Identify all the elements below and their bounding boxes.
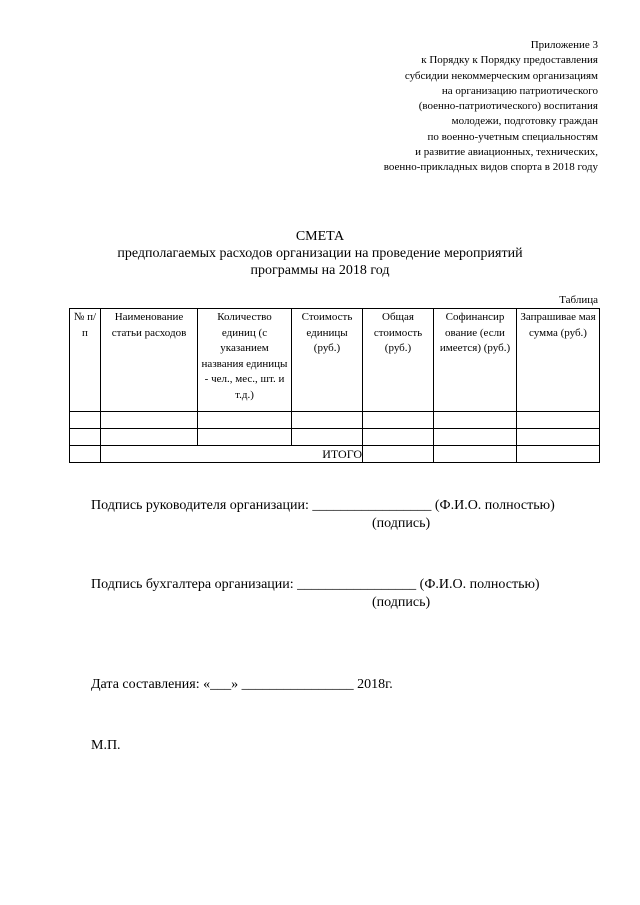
title-year-line: программы на 2018 год bbox=[250, 263, 390, 278]
table-row bbox=[70, 412, 600, 429]
appendix-line: молодежи, подготовку граждан bbox=[451, 115, 598, 128]
table-cell[interactable] bbox=[198, 429, 292, 446]
date-line[interactable]: Дата составления: «___» ________________ 2018г. bbox=[91, 677, 393, 692]
table-cell[interactable] bbox=[292, 429, 363, 446]
appendix-line: к Порядку к Порядку предоставления bbox=[421, 54, 598, 67]
table-header-row bbox=[70, 309, 600, 412]
appendix-line: на организацию патриотического bbox=[441, 84, 598, 97]
appendix-line: и развитие авиационных, технических, bbox=[415, 146, 598, 159]
document-title bbox=[0, 228, 640, 279]
head-signature-caption: (подпись) bbox=[372, 516, 431, 531]
appendix-line: военно-прикладных видов спорта в 2018 году bbox=[383, 161, 598, 174]
table-cell[interactable] bbox=[101, 412, 198, 429]
header-cell-total-cost: Общая стоимость (руб.) bbox=[363, 309, 434, 412]
total-cell[interactable] bbox=[434, 446, 517, 463]
table-label: Таблица bbox=[559, 294, 598, 306]
table-cell bbox=[70, 446, 101, 463]
appendix-line: по военно-учетным специальностям bbox=[427, 130, 598, 143]
head-signature-line[interactable]: Подпись руководителя организации: _________________ (Ф.И.О. полностью) bbox=[91, 498, 555, 513]
title-subtitle: предполагаемых расходов организации на проведение мероприятий bbox=[117, 246, 523, 261]
table-row bbox=[70, 429, 600, 446]
appendix-line: субсидии некоммерческим организациям bbox=[404, 69, 598, 82]
appendix-header bbox=[384, 38, 598, 176]
header-cell-item-name: Наименование статьи расходов bbox=[101, 309, 198, 412]
total-label: ИТОГО bbox=[101, 446, 363, 463]
table-cell[interactable] bbox=[434, 412, 517, 429]
header-cell-requested-amount: Запрашивае мая сумма (руб.) bbox=[517, 309, 600, 412]
table-cell[interactable] bbox=[363, 412, 434, 429]
total-cell[interactable] bbox=[363, 446, 434, 463]
header-cell-cofinancing: Софинансир ование (если имеется) (руб.) bbox=[434, 309, 517, 412]
appendix-line: (военно-патриотического) воспитания bbox=[418, 100, 598, 113]
header-cell-unit-cost: Стоимость единицы (руб.) bbox=[292, 309, 363, 412]
table-cell[interactable] bbox=[70, 429, 101, 446]
table-cell[interactable] bbox=[517, 412, 600, 429]
table-cell[interactable] bbox=[198, 412, 292, 429]
total-cell[interactable] bbox=[517, 446, 600, 463]
table-cell[interactable] bbox=[517, 429, 600, 446]
budget-table bbox=[69, 308, 600, 463]
table-cell[interactable] bbox=[292, 412, 363, 429]
table-cell[interactable] bbox=[70, 412, 101, 429]
appendix-line: Приложение 3 bbox=[530, 39, 598, 51]
table-cell[interactable] bbox=[101, 429, 198, 446]
table-cell[interactable] bbox=[363, 429, 434, 446]
table-total-row bbox=[70, 446, 600, 463]
table-cell[interactable] bbox=[434, 429, 517, 446]
header-cell-number: № п/п bbox=[70, 309, 101, 412]
stamp-placeholder: М.П. bbox=[91, 738, 121, 753]
accountant-signature-line[interactable]: Подпись бухгалтера организации: _________________ (Ф.И.О. полностью) bbox=[91, 577, 540, 592]
accountant-signature-caption: (подпись) bbox=[372, 595, 431, 610]
header-cell-quantity: Количество единиц (с указанием названия единицы - чел., мес., шт. и т.д.) bbox=[198, 309, 292, 412]
title-main: СМЕТА bbox=[295, 229, 345, 244]
